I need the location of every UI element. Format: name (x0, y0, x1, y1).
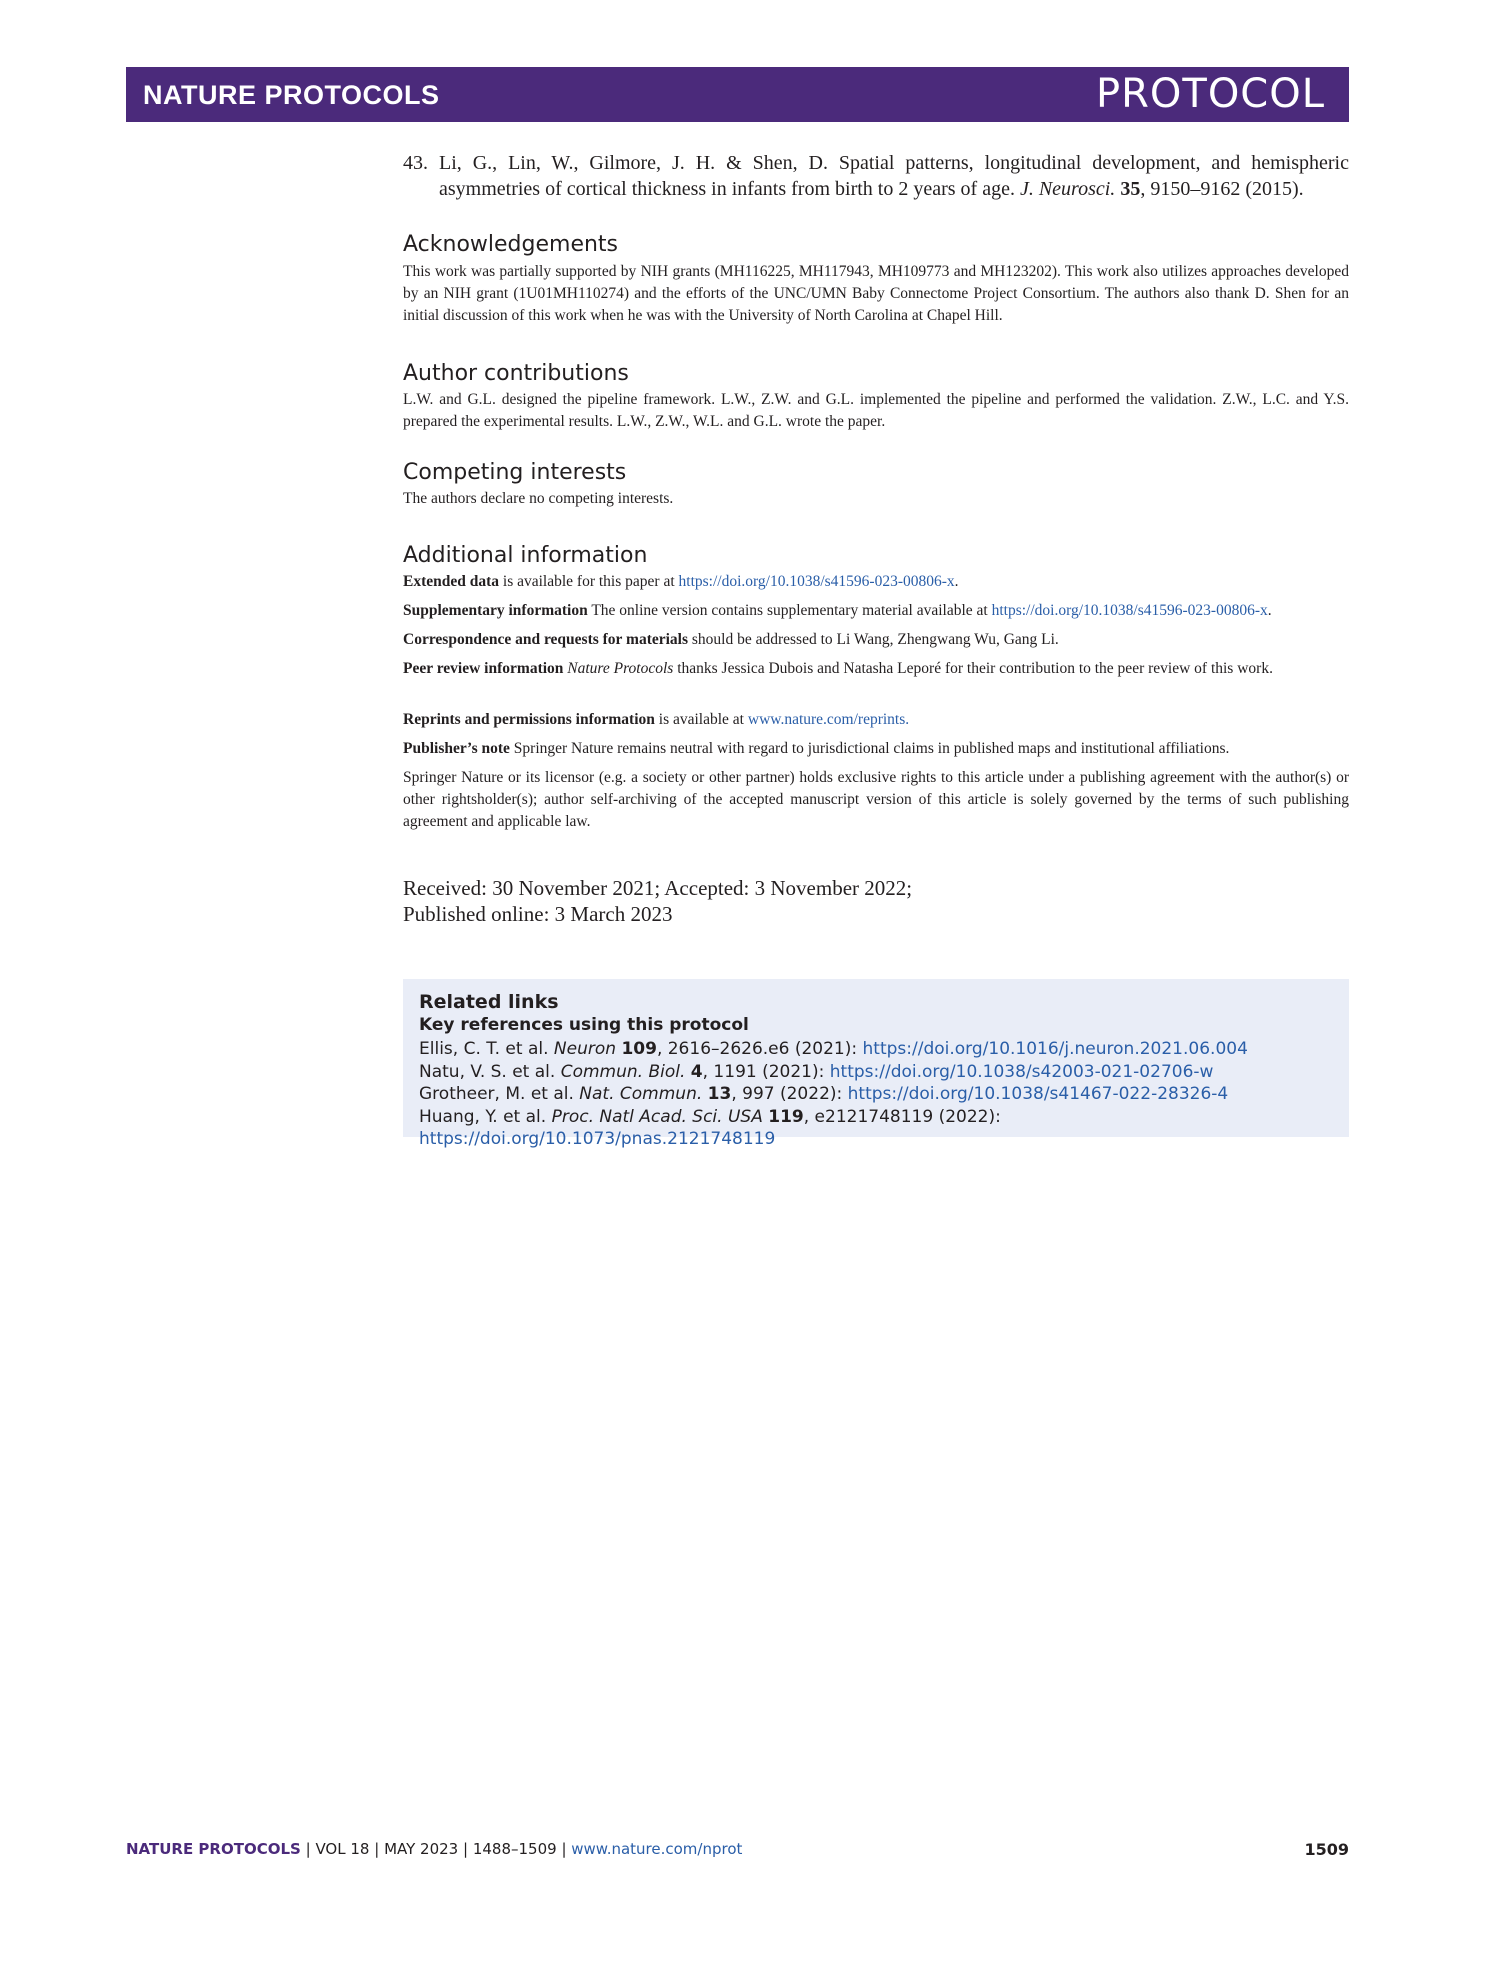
reprints-link[interactable]: www.nature.com/reprints. (747, 711, 910, 728)
footer-volume: VOL 18 (315, 1840, 370, 1858)
supplementary-info-line: Supplementary information The online version contains supplementary material available at https://doi.org/10.1038/s41596-023-00806-x. (403, 602, 1272, 619)
related-journal: Nat. Commun. (579, 1084, 703, 1104)
reprints-label: Reprints and permissions information (403, 711, 655, 728)
extended-data-line: Extended data is available for this paper at https://doi.org/10.1038/s41596-023-00806-x. (403, 573, 959, 590)
correspondence-line (403, 629, 1349, 651)
supplementary-info-link[interactable]: https://doi.org/10.1038/s41596-023-00806-x (991, 602, 1268, 619)
related-links-box (403, 979, 1349, 1149)
supplementary-info-text: The online version contains supplementary material available at (587, 602, 992, 619)
competing-interests-text: The authors declare no competing interests. (403, 490, 674, 507)
publisher-note-text: Springer Nature remains neutral with regard to jurisdictional claims in published maps and institutional affiliations. (509, 740, 1230, 757)
related-authors: Ellis, C. T. et al. (419, 1039, 554, 1059)
related-details: , 2616–2626.e6 (2021): (656, 1039, 863, 1059)
footer-journal-name: NATURE PROTOCOLS (126, 1840, 301, 1858)
reference-volume: 35 (1120, 178, 1141, 200)
related-volume: 109 (621, 1039, 657, 1059)
received-accepted-dates: Received: 30 November 2021; Accepted: 3 November 2022; (403, 876, 913, 900)
related-authors: Natu, V. S. et al. (419, 1061, 561, 1082)
page-footer: NATURE PROTOCOLS | VOL 18 | MAY 2023 | 1488–1509 | www.nature.com/nprot 1509 (126, 1840, 1349, 1859)
list-item (419, 1038, 1349, 1061)
related-journal: Proc. Natl Acad. Sci. USA (551, 1106, 763, 1127)
header-article-type: PROTOCOL (1095, 71, 1325, 117)
list-item (419, 1106, 1349, 1151)
related-authors: Grotheer, M. et al. (419, 1084, 580, 1104)
list-item (419, 1083, 1349, 1106)
related-authors: Huang, Y. et al. (419, 1106, 552, 1127)
publisher-note-line (403, 738, 1349, 760)
reprints-line (403, 709, 1349, 731)
related-volume: 13 (707, 1084, 732, 1104)
header-journal-name: NATURE PROTOCOLS (143, 80, 440, 110)
related-details: , 1191 (2021): (702, 1061, 830, 1082)
peer-review-label: Peer review information (403, 660, 564, 677)
reference-journal: J. Neurosci. (1019, 178, 1116, 200)
supplementary-info-label: Supplementary information (403, 602, 588, 619)
publisher-note-label: Publisher’s note (403, 740, 510, 757)
journal-header-bar (126, 67, 1349, 122)
peer-review-line (403, 658, 1323, 680)
reference-text: Li, G., Lin, W., Gilmore, J. H. & Shen, D. Spatial patterns, longitudinal development, and hemispheric asymmetries of cortical thickness in infants from birth to 2 years of age. (439, 152, 1349, 200)
related-doi-link[interactable]: https://doi.org/10.1073/pnas.2121748119 (419, 1129, 776, 1149)
related-links-list (419, 1038, 1349, 1151)
page-number: 1509 (1304, 1840, 1349, 1859)
correspondence-label: Correspondence and requests for materials (403, 631, 689, 648)
footer-pages: 1488–1509 (472, 1840, 557, 1858)
related-links-title: Related links (419, 991, 559, 1013)
reference-43 (403, 150, 1349, 202)
related-details: , 997 (2022): (731, 1084, 848, 1104)
competing-interests-heading: Competing interests (403, 460, 627, 485)
reference-pages: , 9150–9162 (2015). (1140, 178, 1304, 200)
correspondence-text: should be addressed to Li Wang, Zhengwang Wu, Gang Li. (688, 631, 1059, 648)
peer-review-journal: Nature Protocols (567, 660, 674, 677)
acknowledgements-text: This work was partially supported by NIH grants (MH116225, MH117943, MH109773 and MH123202). This work also utilizes approaches developed by an NIH grant (1U01MH110274) and the efforts of the UNC/UMN Baby Connectome Project Consortium. The authors also thank D. Shen for an initial discussion of this work when he was with the University of North Carolina at Chapel Hill. (403, 263, 1349, 324)
related-doi-link[interactable]: https://doi.org/10.1038/s42003-021-02706-w (829, 1061, 1214, 1082)
author-contributions-heading: Author contributions (403, 361, 629, 386)
additional-information-heading: Additional information (403, 543, 648, 568)
related-journal: Commun. Biol. (560, 1061, 686, 1082)
related-doi-link[interactable]: https://doi.org/10.1038/s41467-022-28326-4 (847, 1084, 1229, 1104)
footer-issue: MAY 2023 (384, 1840, 459, 1858)
published-online-date: Published online: 3 March 2023 (403, 902, 673, 926)
related-volume: 4 (690, 1061, 703, 1082)
peer-review-text: thanks Jessica Dubois and Natasha Leporé for their contribution to the peer review of this work. (673, 660, 1273, 677)
related-doi-link[interactable]: https://doi.org/10.1016/j.neuron.2021.06.004 (862, 1039, 1248, 1059)
rights-statement: Springer Nature or its licensor (e.g. a society or other partner) holds exclusive rights to this article under a publishing agreement with the author(s) or other rightsholder(s); author self-archiving of the accepted manuscript version of this article is solely governed by the terms of such publishing agreement and applicable law. (403, 769, 1349, 830)
reprints-text: is available at (654, 711, 748, 728)
author-contributions-text: L.W. and G.L. designed the pipeline framework. L.W., Z.W. and G.L. implemented the pipeline and performed the validation. Z.W., L.C. and Y.S. prepared the experimental results. L.W., Z.W., W.L. and G.L. wrote the paper. (403, 391, 1349, 430)
extended-data-text: is available for this paper at (499, 573, 679, 590)
related-volume: 119 (768, 1106, 804, 1127)
related-details: , e2121748119 (2022): (803, 1106, 1001, 1127)
footer-url-link[interactable]: www.nature.com/nprot (571, 1840, 743, 1858)
related-links-subtitle: Key references using this protocol (419, 1015, 749, 1035)
reference-number: 43. (403, 152, 428, 174)
extended-data-link[interactable]: https://doi.org/10.1038/s41596-023-00806-x (678, 573, 955, 590)
list-item (419, 1061, 1349, 1084)
related-journal: Neuron (553, 1039, 617, 1059)
publication-dates (403, 875, 912, 927)
extended-data-label: Extended data (403, 573, 500, 590)
acknowledgements-heading: Acknowledgements (403, 232, 619, 257)
